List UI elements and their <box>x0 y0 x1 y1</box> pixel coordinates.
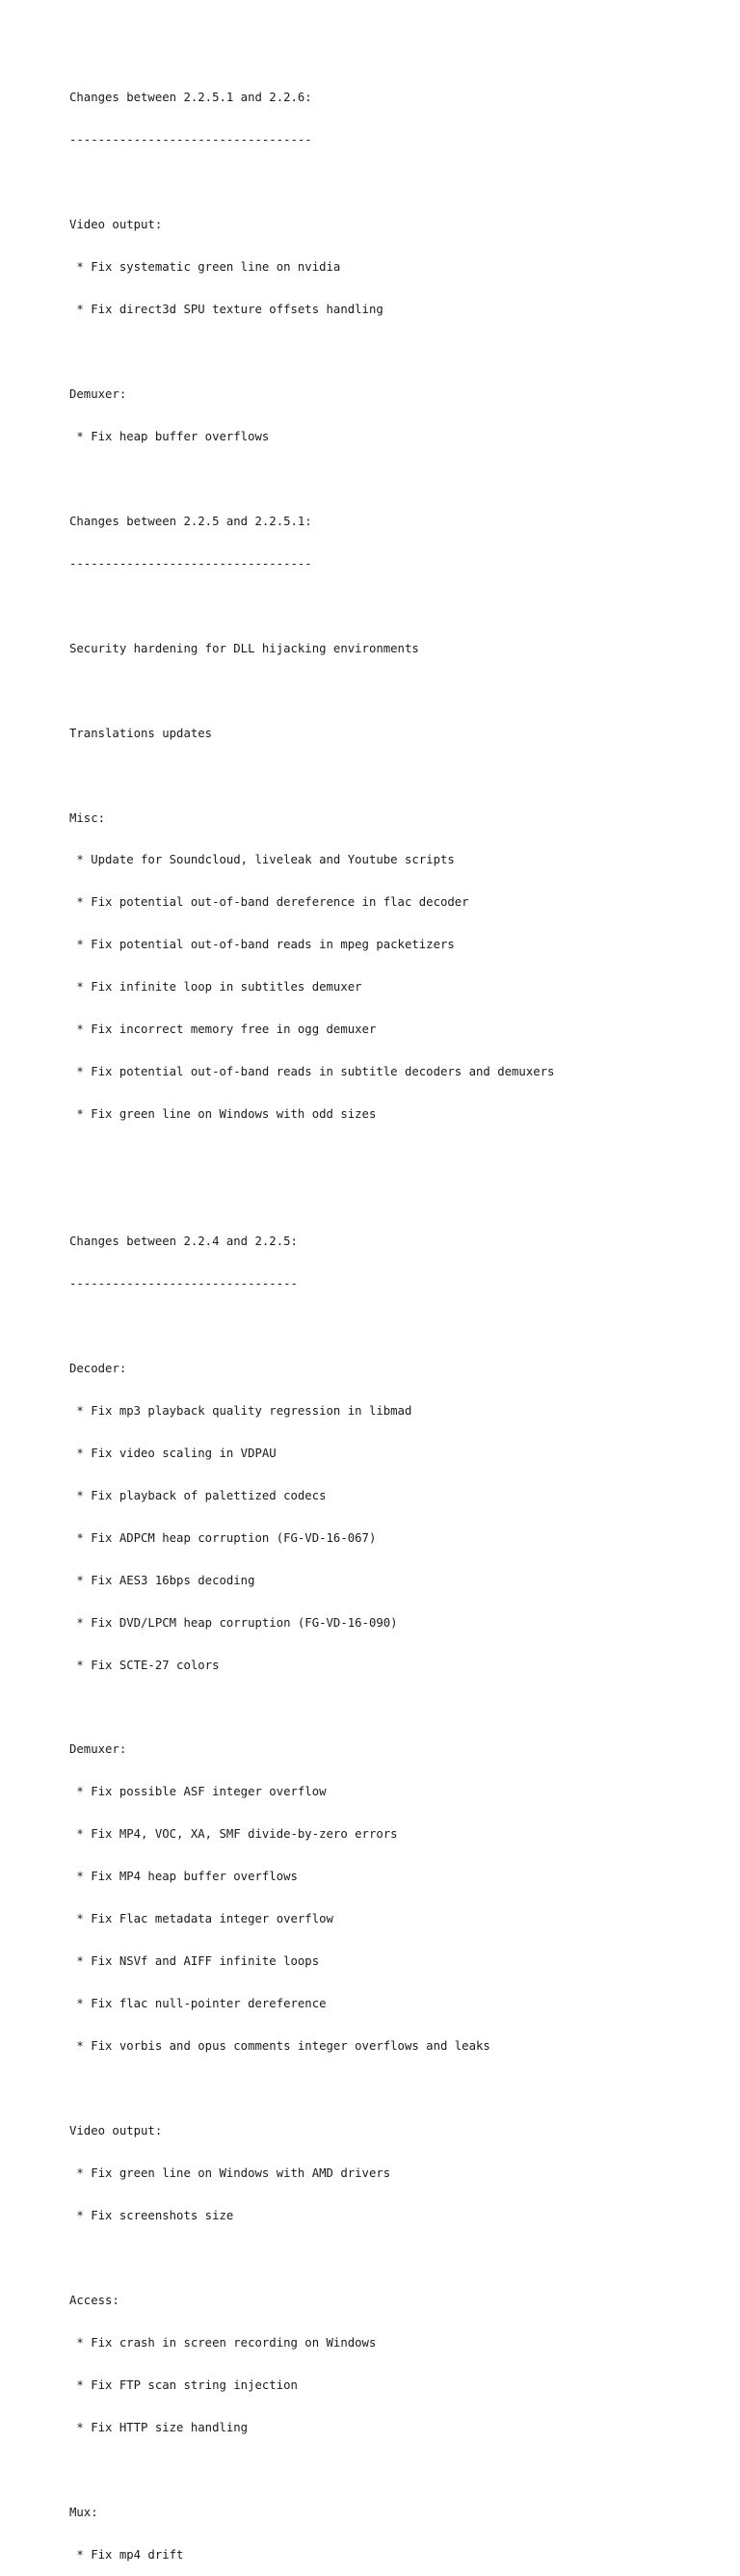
blank-line <box>69 2251 725 2266</box>
category-label: Mux: <box>69 2505 98 2519</box>
list-item: * Fix Flac metadata integer overflow <box>69 1912 333 1926</box>
paragraph: Security hardening for DLL hijacking environments <box>69 641 419 655</box>
blank-line <box>69 2463 725 2478</box>
list-item: * Fix potential out-of-band reads in subtitle decoders and demuxers <box>69 1065 555 1079</box>
list-item: * Fix potential out-of-band reads in mpeg packetizers <box>69 938 455 952</box>
blank-line <box>69 2082 725 2096</box>
heading-underline: ---------------------------------- <box>69 556 312 571</box>
blank-line <box>69 1319 725 1334</box>
list-item: * Fix AES3 16bps decoding <box>69 1573 255 1587</box>
list-item: * Fix vorbis and opus comments integer overflows and leaks <box>69 2039 490 2054</box>
category-label: Access: <box>69 2293 119 2307</box>
list-item: * Fix incorrect memory free in ogg demuxer <box>69 1022 377 1037</box>
section-heading: Changes between 2.2.5.1 and 2.2.6: <box>69 91 312 105</box>
list-item: * Fix screenshots size <box>69 2208 234 2222</box>
category-label: Misc: <box>69 810 106 825</box>
section-heading: Changes between 2.2.4 and 2.2.5: <box>69 1235 298 1249</box>
blank-line <box>69 769 725 783</box>
list-item: * Fix flac null-pointer dereference <box>69 1997 327 2011</box>
blank-line <box>69 175 725 190</box>
list-item: * Fix green line on Windows with odd sizes <box>69 1107 377 1122</box>
paragraph: Translations updates <box>69 726 213 740</box>
list-item: * Fix MP4 heap buffer overflows <box>69 1870 298 1884</box>
list-item: * Fix systematic green line on nvidia <box>69 260 341 275</box>
category-label: Demuxer: <box>69 1742 127 1757</box>
category-label: Demuxer: <box>69 386 127 401</box>
section-heading: Changes between 2.2.5 and 2.2.5.1: <box>69 514 312 528</box>
blank-line <box>69 1150 725 1164</box>
list-item: * Fix SCTE-27 colors <box>69 1658 220 1672</box>
list-item: * Fix DVD/LPCM heap corruption (FG-VD-16-090) <box>69 1615 398 1630</box>
list-item: * Fix FTP scan string injection <box>69 2377 298 2392</box>
list-item: * Fix playback of palettized codecs <box>69 1488 327 1502</box>
list-item: * Fix possible ASF integer overflow <box>69 1785 327 1799</box>
blank-line <box>69 599 725 614</box>
category-label: Decoder: <box>69 1361 127 1375</box>
list-item: * Fix NSVf and AIFF infinite loops <box>69 1954 320 1969</box>
blank-line <box>69 1192 725 1207</box>
blank-line <box>69 684 725 699</box>
list-item: * Update for Soundcloud, liveleak and Youtube scripts <box>69 853 455 867</box>
list-item: * Fix MP4, VOC, XA, SMF divide-by-zero errors <box>69 1827 398 1842</box>
list-item: * Fix crash in screen recording on Windows <box>69 2335 377 2350</box>
category-label: Video output: <box>69 218 163 232</box>
blank-line <box>69 1701 725 1715</box>
category-label: Video output: <box>69 2124 163 2138</box>
list-item: * Fix infinite loop in subtitles demuxer <box>69 980 362 995</box>
list-item: * Fix green line on Windows with AMD drivers <box>69 2166 391 2181</box>
list-item: * Fix potential out-of-band dereference in flac decoder <box>69 895 469 910</box>
list-item: * Fix ADPCM heap corruption (FG-VD-16-067) <box>69 1530 377 1545</box>
blank-line <box>69 472 725 487</box>
list-item: * Fix HTTP size handling <box>69 2420 249 2434</box>
heading-underline: -------------------------------- <box>69 1277 298 1290</box>
list-item: * Fix video scaling in VDPAU <box>69 1446 277 1460</box>
list-item: * Fix heap buffer overflows <box>69 429 270 443</box>
heading-underline: ---------------------------------- <box>69 133 312 147</box>
list-item: * Fix mp3 playback quality regression in libmad <box>69 1403 412 1418</box>
blank-line <box>69 345 725 359</box>
list-item: * Fix direct3d SPU texture offsets handling <box>69 303 383 317</box>
changelog-document <box>69 63 725 2576</box>
list-item: * Fix mp4 drift <box>69 2547 184 2562</box>
